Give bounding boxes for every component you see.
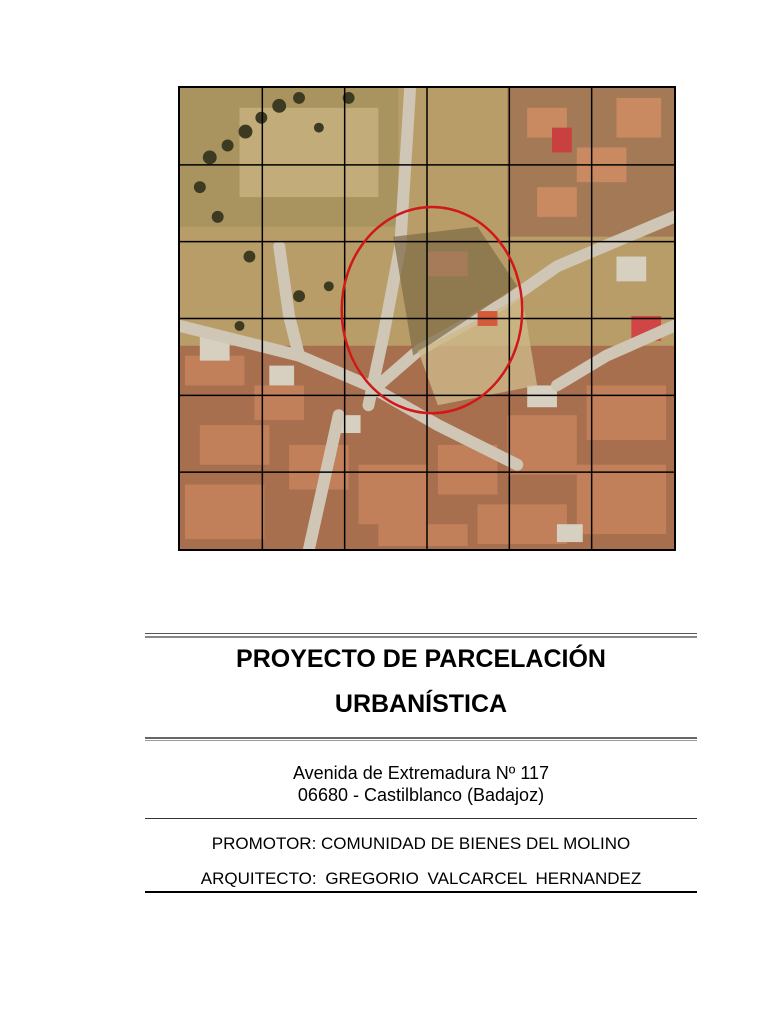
arquitecto-line: ARQUITECTO: GREGORIO VALCARCEL HERNANDEZ [200,869,642,888]
divider-middle-double [145,740,697,741]
divider-top [145,633,697,634]
document-title-line-1: PROYECTO DE PARCELACIÓN [236,645,606,673]
divider-thin [145,818,697,819]
divider-top-double [145,636,697,638]
aerial-photo-graphic [180,88,674,549]
address-street: Avenida de Extremadura Nº 117 [292,763,550,783]
divider-bottom [145,891,697,893]
divider-middle [145,737,697,739]
document-title-line-2: URBANÍSTICA [334,690,508,718]
address-city: 06680 - Castilblanco (Badajoz) [297,785,545,805]
promotor-line: PROMOTOR: COMUNIDAD DE BIENES DEL MOLINO [211,834,631,853]
aerial-photo [178,86,676,551]
